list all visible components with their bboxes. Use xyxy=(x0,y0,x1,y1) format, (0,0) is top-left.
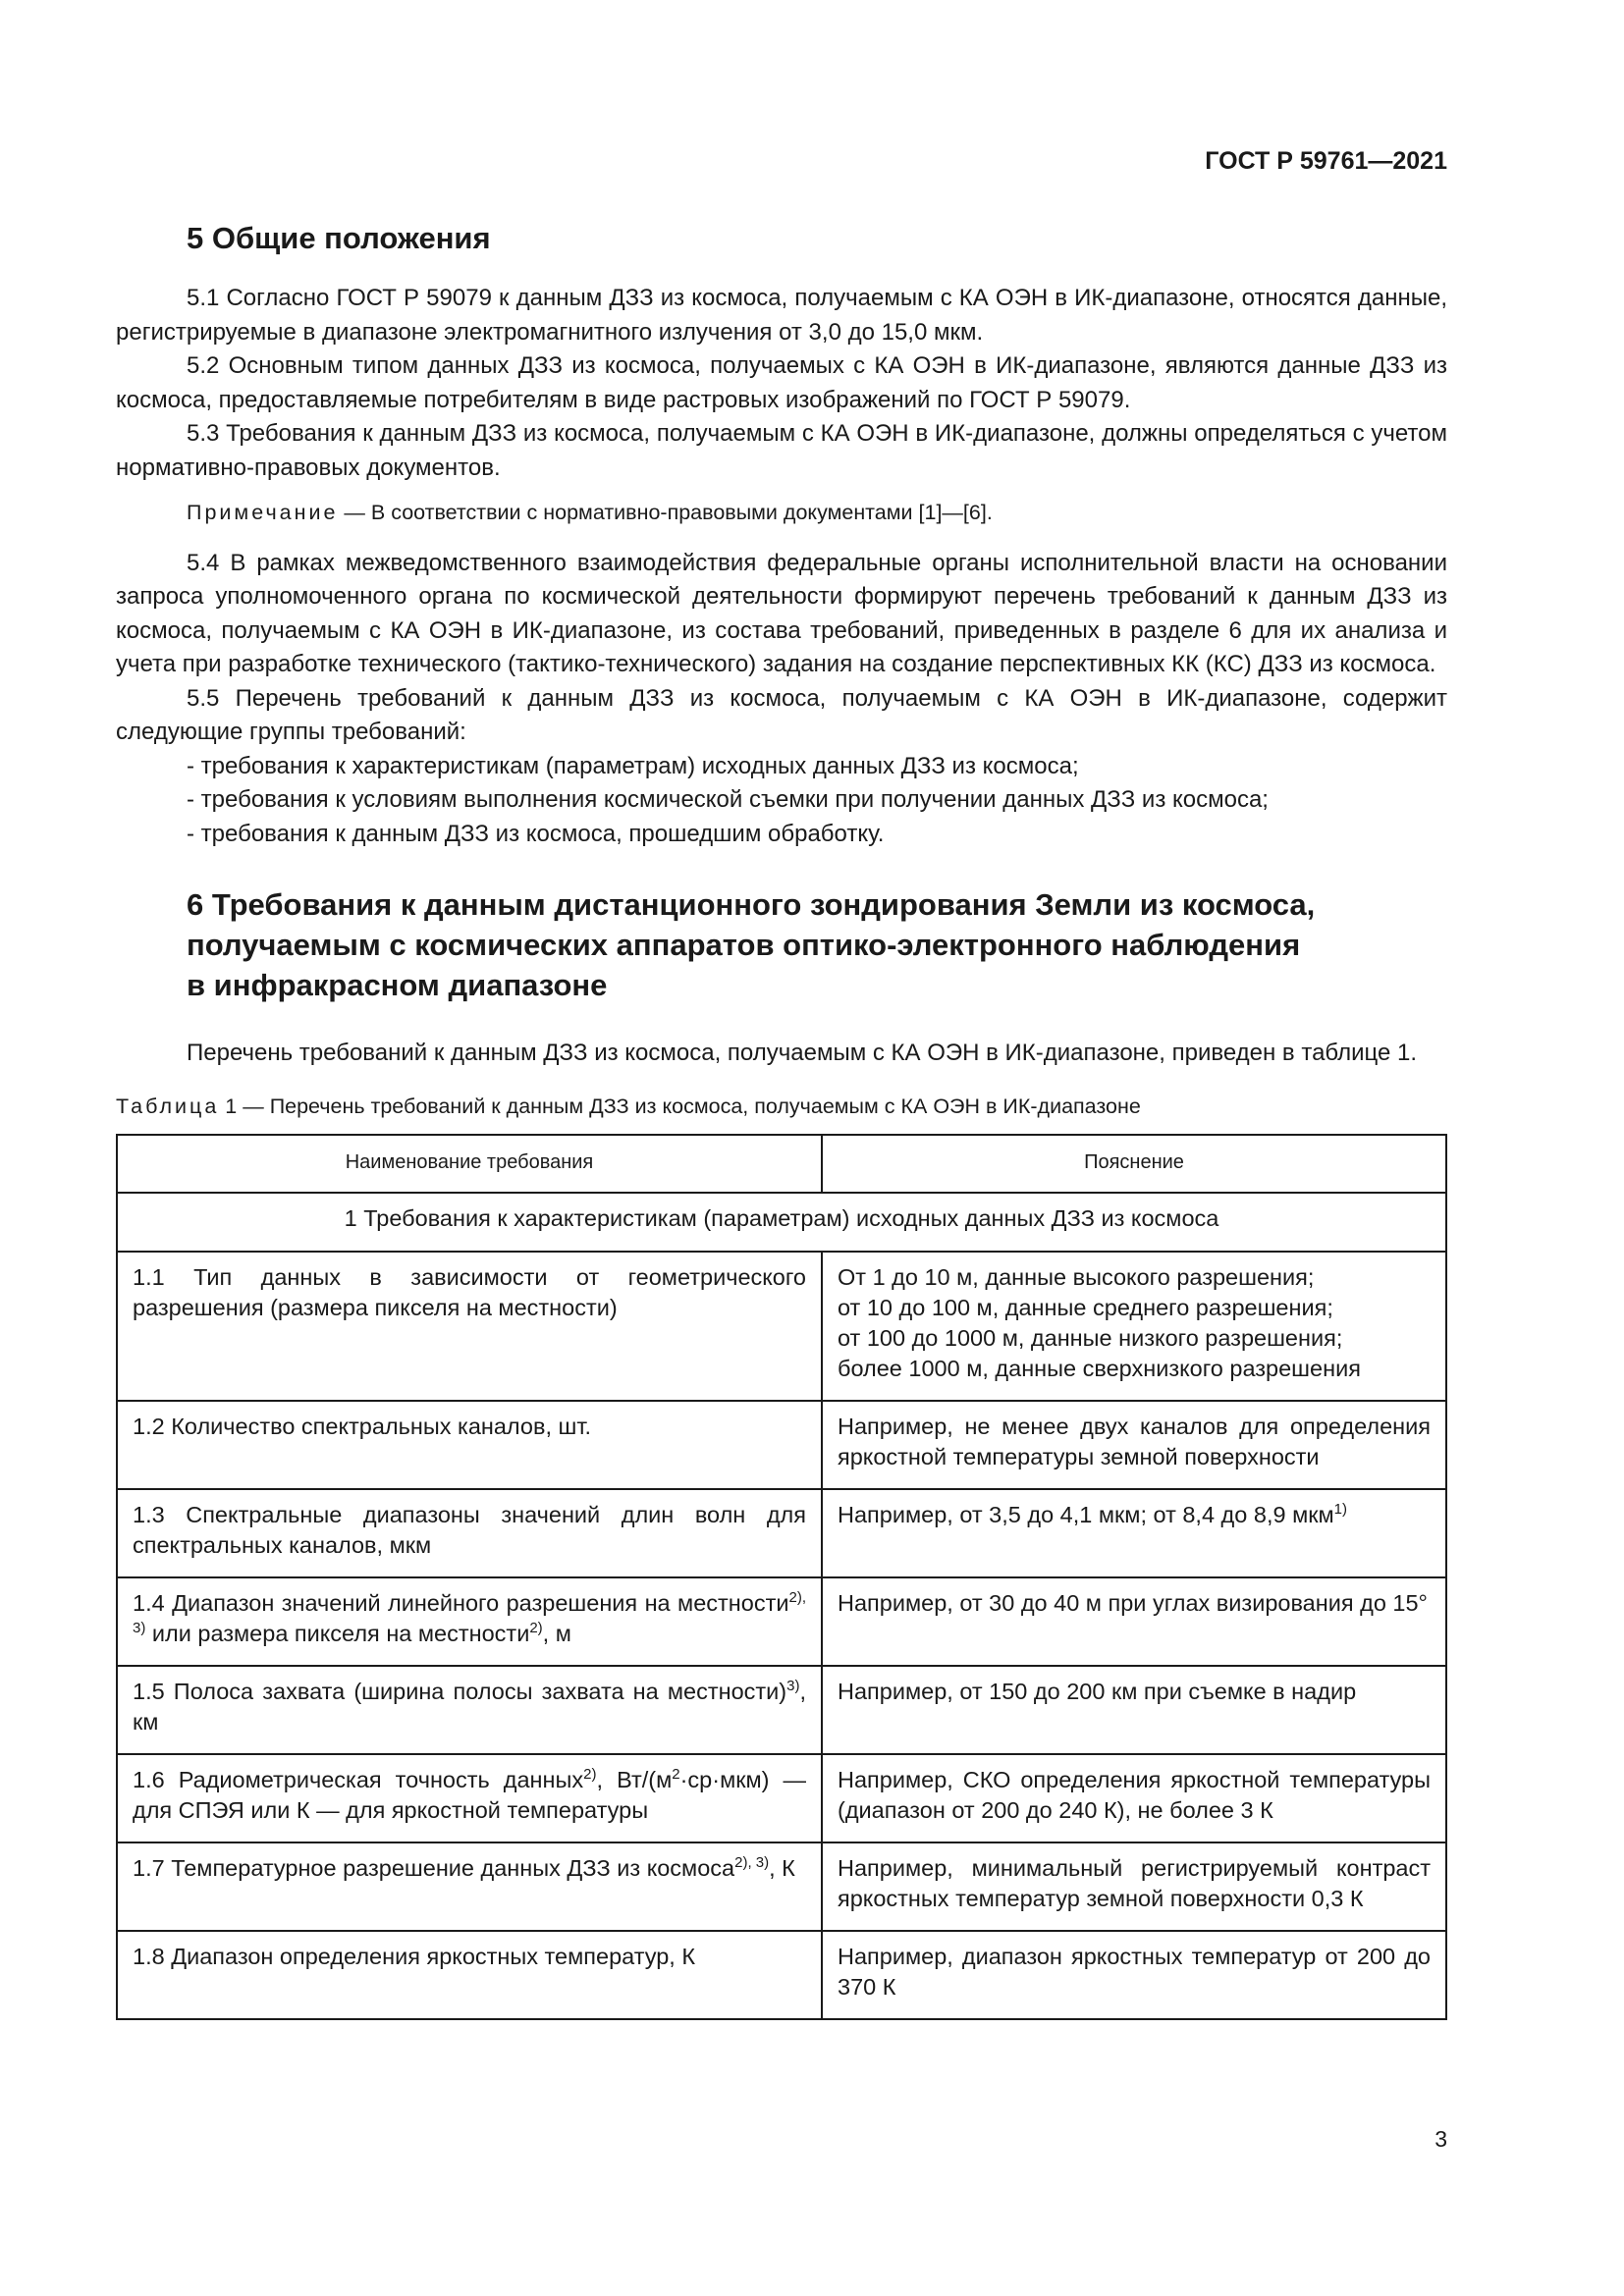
paragraph-5-4: 5.4 В рамках межведомственного взаимодействия федеральные органы исполнительной власти на основании запроса уполномоченного органа по космической деятельности формируют перечень требований к данным ДЗЗ из космоса, получаемым с КА ОЭН в ИК-диапазоне, из состава требований, приведенных в разделе 6 для их анализа и учета при разработке технического (тактико-технического) задания на создание перспективных КК (КС) ДЗЗ из космоса. xyxy=(116,549,1447,677)
note-label: Примечание xyxy=(187,501,339,524)
explanation-line: от 10 до 100 м, данные среднего разрешения; xyxy=(838,1294,1333,1320)
name-text: 1.4 Диапазон значений линейного разрешения на местности xyxy=(133,1589,789,1616)
table-section-row xyxy=(117,1193,1446,1252)
requirement-name: 1.2 Количество спектральных каналов, шт. xyxy=(117,1401,822,1489)
table-caption-text: 1 — Перечень требований к данным ДЗЗ из космоса, получаемым с КА ОЭН в ИК-диапазоне xyxy=(219,1094,1141,1118)
name-text: 1.6 Радиометрическая точность данных xyxy=(133,1766,584,1792)
requirement-explanation xyxy=(822,1489,1446,1577)
footnote-ref: 2), 3) xyxy=(133,1588,806,1636)
explanation-line: От 1 до 10 м, данные высокого разрешения; xyxy=(838,1263,1315,1290)
explanation-line: более 1000 м, данные сверхнизкого разрешения xyxy=(838,1355,1361,1381)
footnote-ref: 3) xyxy=(786,1677,800,1694)
requirement-name: 1.8 Диапазон определения яркостных температур, К xyxy=(117,1931,822,2019)
table-row xyxy=(117,1666,1446,1754)
note-text: — В соответствии с нормативно-правовыми документами [1]—[6]. xyxy=(338,501,993,524)
requirement-name xyxy=(117,1666,822,1754)
table-caption-label: Таблица xyxy=(116,1094,220,1118)
footnote-ref: 2) xyxy=(583,1765,597,1783)
section-5-title: 5 Общие положения xyxy=(187,221,491,255)
section-6-title-line: в инфракрасном диапазоне xyxy=(187,968,608,1002)
table-row xyxy=(117,1577,1446,1666)
table-row xyxy=(117,1931,1446,2019)
column-header-explanation: Пояснение xyxy=(822,1135,1446,1193)
section-6-title-line: 6 Требования к данным дистанционного зондирования Земли из космоса, xyxy=(187,887,1316,922)
requirement-name xyxy=(117,1577,822,1666)
name-text: , К xyxy=(769,1854,795,1881)
section-6-title xyxy=(116,884,1394,1005)
requirement-name xyxy=(117,1754,822,1842)
footnote-ref: 1) xyxy=(1333,1500,1348,1518)
document-code-header: ГОСТ Р 59761—2021 xyxy=(1205,147,1447,175)
name-text: 1.7 Температурное разрешение данных ДЗЗ из космоса xyxy=(133,1854,735,1881)
section-6-intro: Перечень требований к данным ДЗЗ из космоса, получаемым с КА ОЭН в ИК-диапазоне, приведен в таблице 1. xyxy=(187,1040,1418,1066)
table-row xyxy=(117,1252,1446,1401)
page-number: 3 xyxy=(1435,2126,1447,2152)
footnote-ref: 2), 3) xyxy=(734,1853,770,1871)
requirement-name: 1.1 Тип данных в зависимости от геометрического разрешения (размера пикселя на местности) xyxy=(117,1252,822,1401)
table-row xyxy=(117,1842,1446,1931)
requirement-explanation: Например, диапазон яркостных температур от 200 до 370 К xyxy=(822,1931,1446,2019)
superscript-exponent: 2 xyxy=(672,1765,680,1783)
note xyxy=(116,496,1447,530)
name-text: , Вт/(м xyxy=(596,1766,673,1792)
name-text: , м xyxy=(542,1620,571,1646)
footnote-ref: 2) xyxy=(529,1619,543,1636)
table-caption xyxy=(116,1092,1447,1121)
table-row xyxy=(117,1401,1446,1489)
list-item: - требования к условиям выполнения космической съемки при получении данных ДЗЗ из космоса; xyxy=(187,786,1269,813)
paragraph-5-5: 5.5 Перечень требований к данным ДЗЗ из космоса, получаемым с КА ОЭН в ИК-диапазоне, содержит следующие группы требований: xyxy=(116,684,1447,745)
requirement-explanation xyxy=(822,1252,1446,1401)
name-text: , км xyxy=(133,1678,806,1735)
name-text: 1.5 Полоса захвата (ширина полосы захвата на местности) xyxy=(133,1678,787,1704)
requirement-name: 1.3 Спектральные диапазоны значений длин волн для спектральных каналов, мкм xyxy=(117,1489,822,1577)
explanation-line: от 100 до 1000 м, данные низкого разрешения; xyxy=(838,1324,1343,1351)
paragraph-5-3: 5.3 Требования к данным ДЗЗ из космоса, получаемым с КА ОЭН в ИК-диапазоне, должны определяться с учетом нормативно-правовых документов. xyxy=(116,420,1447,481)
paragraph-5-1: 5.1 Согласно ГОСТ Р 59079 к данным ДЗЗ из космоса, получаемым с КА ОЭН в ИК-диапазоне, относятся данные, регистрируемые в диапазоне электромагнитного излучения от 3,0 до 15,0 мкм. xyxy=(116,285,1447,346)
list-item: - требования к данным ДЗЗ из космоса, прошедшим обработку. xyxy=(187,820,885,847)
section-row-cell: 1 Требования к характеристикам (параметрам) исходных данных ДЗЗ из космоса xyxy=(117,1193,1446,1252)
page-content xyxy=(116,218,1447,2020)
requirement-name xyxy=(117,1842,822,1931)
name-text: или размера пикселя на местности xyxy=(145,1620,530,1646)
table-row xyxy=(117,1754,1446,1842)
section-6-title-line: получаемым с космических аппаратов оптико-электронного наблюдения xyxy=(187,928,1301,962)
requirement-explanation: Например, от 30 до 40 м при углах визирования до 15° xyxy=(822,1577,1446,1666)
requirement-explanation: Например, от 150 до 200 км при съемке в надир xyxy=(822,1666,1446,1754)
explanation-text: Например, от 3,5 до 4,1 мкм; от 8,4 до 8,9 мкм xyxy=(838,1501,1334,1527)
requirement-explanation: Например, минимальный регистрируемый контраст яркостных температур земной поверхности 0,3 К xyxy=(822,1842,1446,1931)
requirements-table xyxy=(116,1134,1447,2020)
column-header-name: Наименование требования xyxy=(117,1135,822,1193)
name-text: ·ср·мкм) — для СПЭЯ или К — для яркостной температуры xyxy=(133,1766,807,1823)
table-row xyxy=(117,1489,1446,1577)
table-header-row xyxy=(117,1135,1446,1193)
list-item: - требования к характеристикам (параметрам) исходных данных ДЗЗ из космоса; xyxy=(187,752,1079,779)
requirement-explanation: Например, СКО определения яркостной температуры (диапазон от 200 до 240 К), не более 3 К xyxy=(822,1754,1446,1842)
paragraph-5-2: 5.2 Основным типом данных ДЗЗ из космоса, получаемых с КА ОЭН в ИК-диапазоне, являются данные ДЗЗ из космоса, предоставляемые потребителям в виде растровых изображений по ГОСТ Р 59079. xyxy=(116,352,1447,413)
requirement-explanation: Например, не менее двух каналов для определения яркостной температуры земной поверхности xyxy=(822,1401,1446,1489)
